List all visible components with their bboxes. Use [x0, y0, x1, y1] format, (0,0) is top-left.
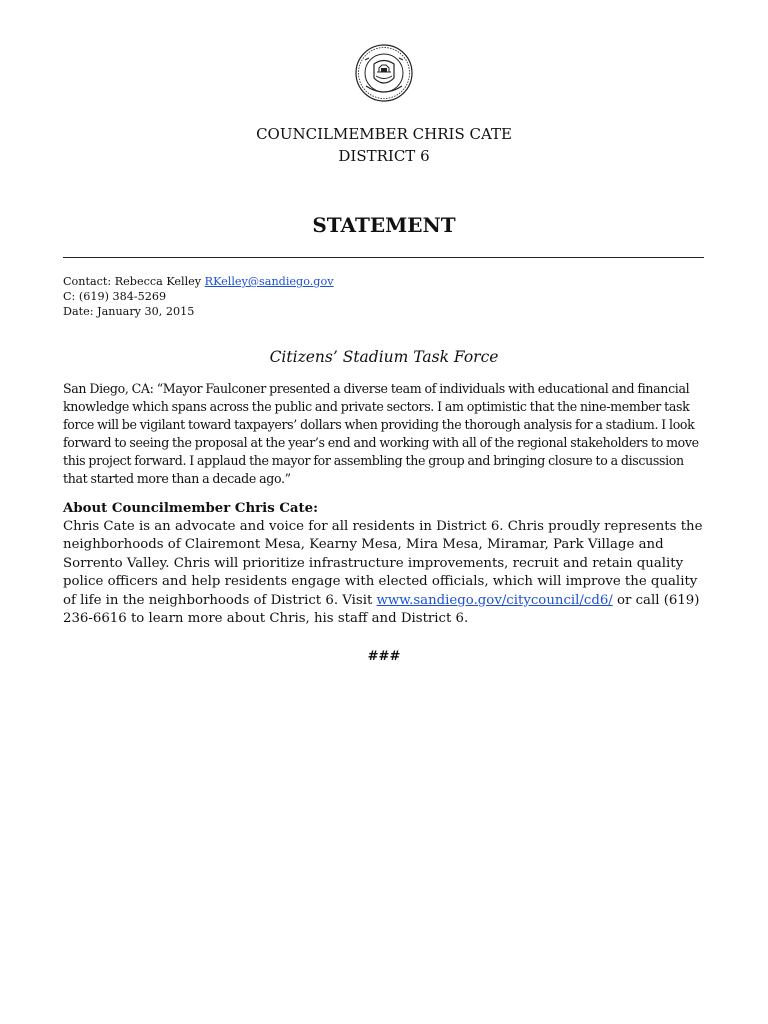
about-heading: About Councilmember Chris Cate: [63, 501, 319, 516]
contact-email-link[interactable]: RKelley@sandiego.gov [204, 275, 334, 288]
about-body-text: Chris Cate is an advocate and voice for all residents in District 6. Chris proudly represents the neighborhoods of Clairemont Mesa, Kearny Mesa, Mira Mesa, Miramar, Park Village and Sorrento Valley. Chris will prioritize infrastructure improvements, recruit and retain quality police officers and help residents engage with elected officials, which will improve the quality of life in the neighborhoods of District 6. Visit [63, 519, 703, 608]
councilmember-name: COUNCILMEMBER CHRIS CATE [256, 125, 512, 143]
phone-line: C: (619) 384-5269 [63, 290, 167, 303]
contact-label: Contact: Rebecca Kelley [63, 275, 205, 288]
date-line: Date: January 30, 2015 [63, 305, 195, 318]
council-website-link[interactable]: www.sandiego.gov/citycouncil/cd6/ [376, 592, 613, 608]
about-paragraph [63, 518, 704, 628]
contact-block [63, 274, 703, 319]
city-seal-icon [355, 44, 413, 102]
quote-paragraph: San Diego, CA: “Mayor Faulconer presented a diverse team of individuals with educational and financial knowledge which spans across the public and private sectors. I am optimistic that the nine-member task force will be vigilant toward taxpayers’ dollars when providing the thorough analysis for a stadium. I look forward to seeing the proposal at the year’s end and working with all of the regional stakeholders to move this project forward. I applaud the mayor for assembling the group and bringing closure to a discussion that started more than a decade ago.” [63, 381, 699, 486]
contact-line [63, 274, 703, 289]
district-label: DISTRICT 6 [338, 147, 430, 165]
horizontal-divider [63, 257, 704, 258]
statement-subtitle: Citizens’ Stadium Task Force [269, 348, 499, 366]
about-body-text-end: or call (619) 236-6616 to learn more about Chris, his staff and District 6. [63, 592, 700, 627]
end-mark: ### [367, 649, 401, 664]
statement-title: STATEMENT [312, 213, 456, 237]
